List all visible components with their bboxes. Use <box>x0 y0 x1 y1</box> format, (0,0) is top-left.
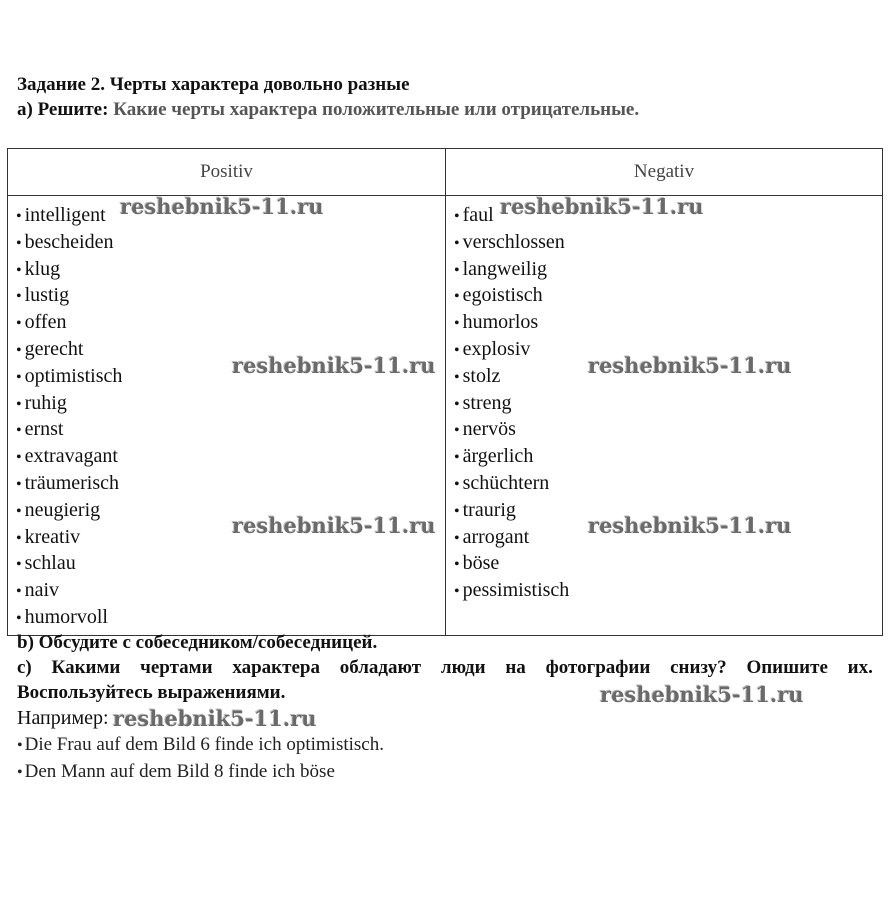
trait-item: • offen <box>16 309 445 336</box>
trait-item: • böse <box>454 550 882 577</box>
watermark: reshebnik5-11.ru <box>588 353 792 378</box>
section-b: b) Обсудите с собеседником/собеседницей. <box>17 632 378 653</box>
traits-table <box>7 148 883 636</box>
subtitle-label: а) Решите: <box>17 99 109 120</box>
section-c-word: характера <box>232 657 320 678</box>
trait-item: • nervös <box>454 416 882 443</box>
trait-item: • extravagant <box>16 443 445 470</box>
section-c-word: с) <box>17 657 32 678</box>
example-item: • Den Mann auf dem Bild 8 finde ich böse <box>17 761 335 783</box>
section-c-line1 <box>17 657 873 679</box>
trait-item: • streng <box>454 390 882 417</box>
trait-item: • ernst <box>16 416 445 443</box>
trait-item: • klug <box>16 256 445 283</box>
trait-item: • traurig <box>454 497 882 524</box>
trait-item: • egoistisch <box>454 282 882 309</box>
section-c-word: чертами <box>140 657 213 678</box>
watermark: reshebnik5-11.ru <box>232 513 436 538</box>
trait-item: • gerecht <box>16 336 445 363</box>
trait-item: • neugierig <box>16 497 445 524</box>
task-subtitle <box>17 99 639 121</box>
trait-item: • bescheiden <box>16 229 445 256</box>
trait-item: • stolz <box>454 363 882 390</box>
trait-item: • träumerisch <box>16 470 445 497</box>
watermark: reshebnik5-11.ru <box>600 682 804 707</box>
section-c-word: фотографии <box>545 657 651 678</box>
section-c-word: обладают <box>339 657 422 678</box>
trait-item: • pessimistisch <box>454 577 882 604</box>
example-label: Например: <box>17 707 109 729</box>
trait-item: • schüchtern <box>454 470 882 497</box>
positive-cell <box>8 196 446 636</box>
trait-item: • humorlos <box>454 309 882 336</box>
trait-item: • schlau <box>16 550 445 577</box>
example-item: • Die Frau auf dem Bild 6 finde ich optimistisch. <box>17 734 384 756</box>
section-c-word: их. <box>847 657 873 678</box>
trait-item: • kreativ <box>16 524 445 551</box>
section-c-word: снизу? <box>670 657 727 678</box>
header-positive: Positiv <box>8 149 446 196</box>
section-c-line2: Воспользуйтесь выражениями. <box>17 682 286 703</box>
section-c-word: Опишите <box>746 657 828 678</box>
section-c-word: на <box>505 657 526 678</box>
section-c-word: Какими <box>51 657 121 678</box>
watermark: reshebnik5-11.ru <box>588 513 792 538</box>
trait-item: • naiv <box>16 577 445 604</box>
watermark: reshebnik5-11.ru <box>232 353 436 378</box>
trait-item: • intelligent <box>16 202 445 229</box>
watermark: reshebnik5-11.ru <box>120 194 324 219</box>
section-c-word: люди <box>440 657 486 678</box>
task-title: Задание 2. Черты характера довольно разные <box>17 74 410 95</box>
negative-cell <box>446 196 883 636</box>
trait-item: • ärgerlich <box>454 443 882 470</box>
positive-list <box>8 196 445 635</box>
negative-list <box>446 196 882 608</box>
trait-item: • optimistisch <box>16 363 445 390</box>
header-negative: Negativ <box>446 149 883 196</box>
trait-item: • explosiv <box>454 336 882 363</box>
trait-item: • langweilig <box>454 256 882 283</box>
trait-item: • arrogant <box>454 524 882 551</box>
trait-item: • faul <box>454 202 882 229</box>
trait-item: • humorvoll <box>16 604 445 631</box>
trait-item: • lustig <box>16 282 445 309</box>
trait-item: • ruhig <box>16 390 445 417</box>
watermark: reshebnik5-11.ru <box>113 706 317 731</box>
watermark: reshebnik5-11.ru <box>500 194 704 219</box>
trait-item: • verschlossen <box>454 229 882 256</box>
subtitle-question: Какие черты характера положительные или отрицательные. <box>113 99 640 120</box>
